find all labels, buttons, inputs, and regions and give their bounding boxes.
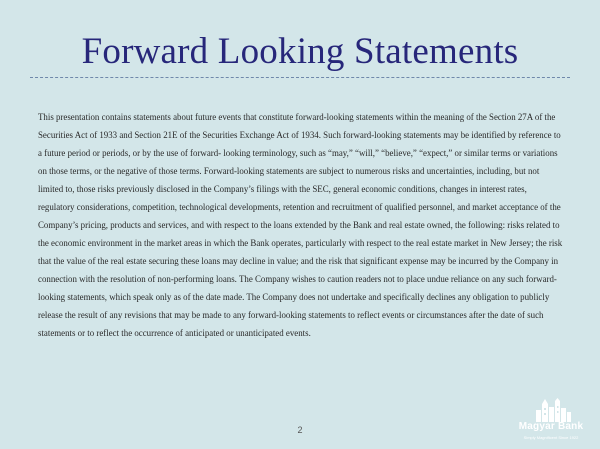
city-skyline-icon — [508, 398, 594, 422]
logo-tagline: Simply Magnificent Since 1922 — [523, 435, 579, 440]
forward-looking-statement-paragraph: This presentation contains statements about future events that constitute forward-looking statements within the meaning of the Section 27A of the Securities Act of 1933 and Section 21E of the Securities Exchange Act of 1934. Such forward-looking statements may be identified by reference to a future period or periods, or by the use of forward- looking terminology, such as “may,” “will,” “believe,” “expect,” or similar terms or variations on those terms, or the negative of those terms. Forward-looking statements are subject to numerous risks and uncertainties, including, but not limited to, those risks previously disclosed in the Company’s filings with the SEC, general economic conditions, changes in interest rates, regulatory considerations, competition, technological developments, retention and recruitment of qualified personnel, and market acceptance of the Company’s pricing, products and services, and with respect to the loans extended by the Bank and real estate owned, the following: risks related to the economic environment in the market areas in which the Bank operates, particularly with respect to the real estate market in New Jersey; the risk that the value of the real estate securing these loans may decline in value; and the risk that significant expense may be incurred by the Company in connection with the resolution of non-performing loans. The Company wishes to caution readers not to place undue reliance on any such forward-looking statements, which speak only as of the date made. The Company does not undertake and specifically declines any obligation to publicly release the result of any revisions that may be made to any forward-looking statements to reflect events or circumstances after the date of such statements or to reflect the occurrence of anticipated or unanticipated events. — [38, 112, 563, 338]
slide-title: Forward Looking Statements — [81, 31, 519, 72]
page-number: 2 — [297, 425, 303, 435]
logo-wordmark: Magyar Bank — [518, 421, 584, 432]
title-divider — [30, 77, 570, 78]
magyar-bank-logo — [508, 398, 594, 444]
